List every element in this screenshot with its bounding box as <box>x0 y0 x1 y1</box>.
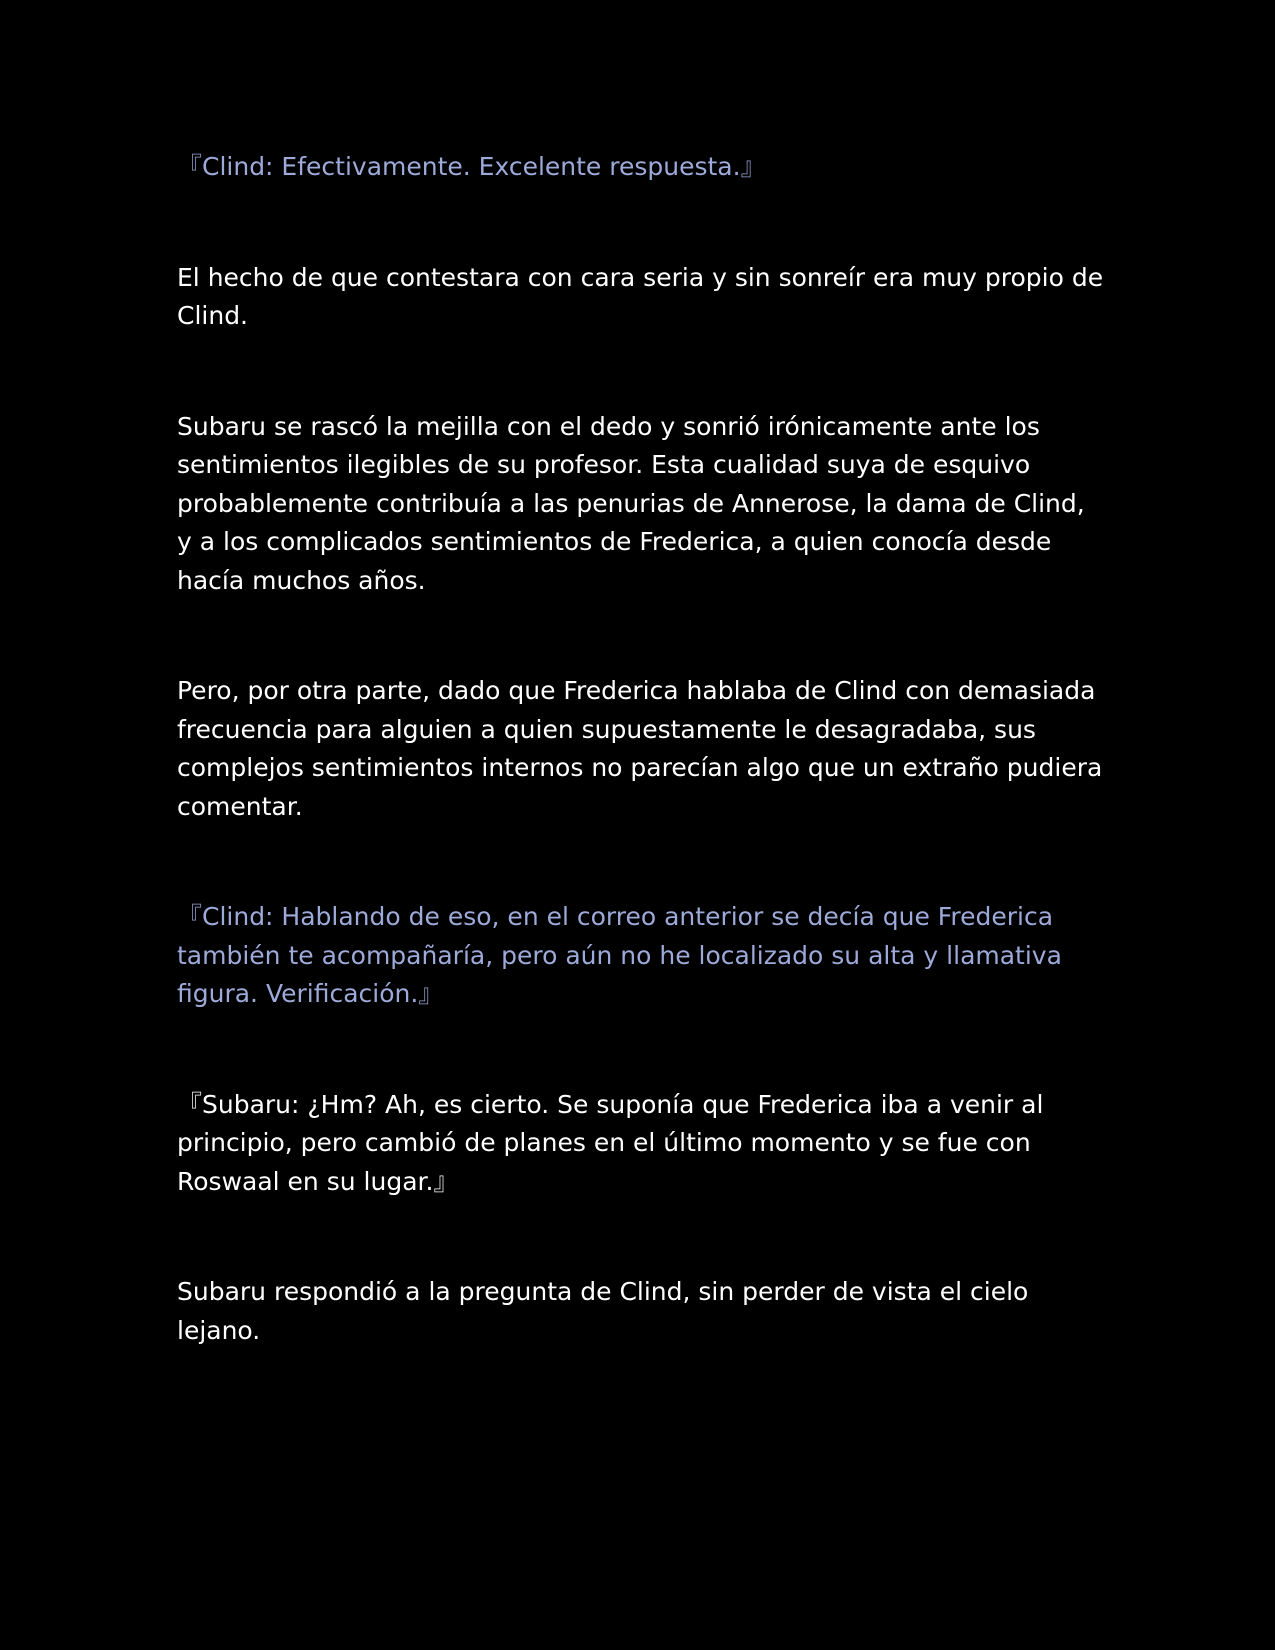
subaru-dialogue-paragraph: 『Subaru: ¿Hm? Ah, es cierto. Se suponía que Frederica iba a venir al principio, pero cambió de planes en el último momento y se fue con Roswaal en su lugar.』 <box>177 1089 1044 1196</box>
narration-paragraph: Subaru respondió a la pregunta de Clind, sin perder de vista el cielo lejano. <box>177 1277 1029 1345</box>
narration-paragraph: Subaru se rascó la mejilla con el dedo y sonrió irónicamente ante los sentimientos ilegibles de su profesor. Esta cualidad suya de esquivo probablemente contribuía a las penurias de Annerose, la dama de Clind, y a los complicados sentimientos de Frederica, a quien conocía desde hacía muchos años. <box>177 411 1085 595</box>
clind-dialogue-paragraph: 『Clind: Hablando de eso, en el correo anterior se decía que Frederica también te acompañaría, pero aún no he localizado su alta y llamativa figura. Verificación.』 <box>177 902 1062 1008</box>
narration-paragraph: Pero, por otra parte, dado que Frederica hablaba de Clind con demasiada frecuencia para alguien a quien supuestamente le desagradaba, sus complejos sentimientos internos no parecían algo que un extraño pudiera comentar. <box>177 676 1103 821</box>
clind-dialogue-paragraph: 『Clind: Efectivamente. Excelente respuesta.』 <box>177 152 766 181</box>
document-page <box>177 148 1107 1422</box>
narration-paragraph: El hecho de que contestara con cara seria y sin sonreír era muy propio de Clind. <box>177 262 1104 330</box>
